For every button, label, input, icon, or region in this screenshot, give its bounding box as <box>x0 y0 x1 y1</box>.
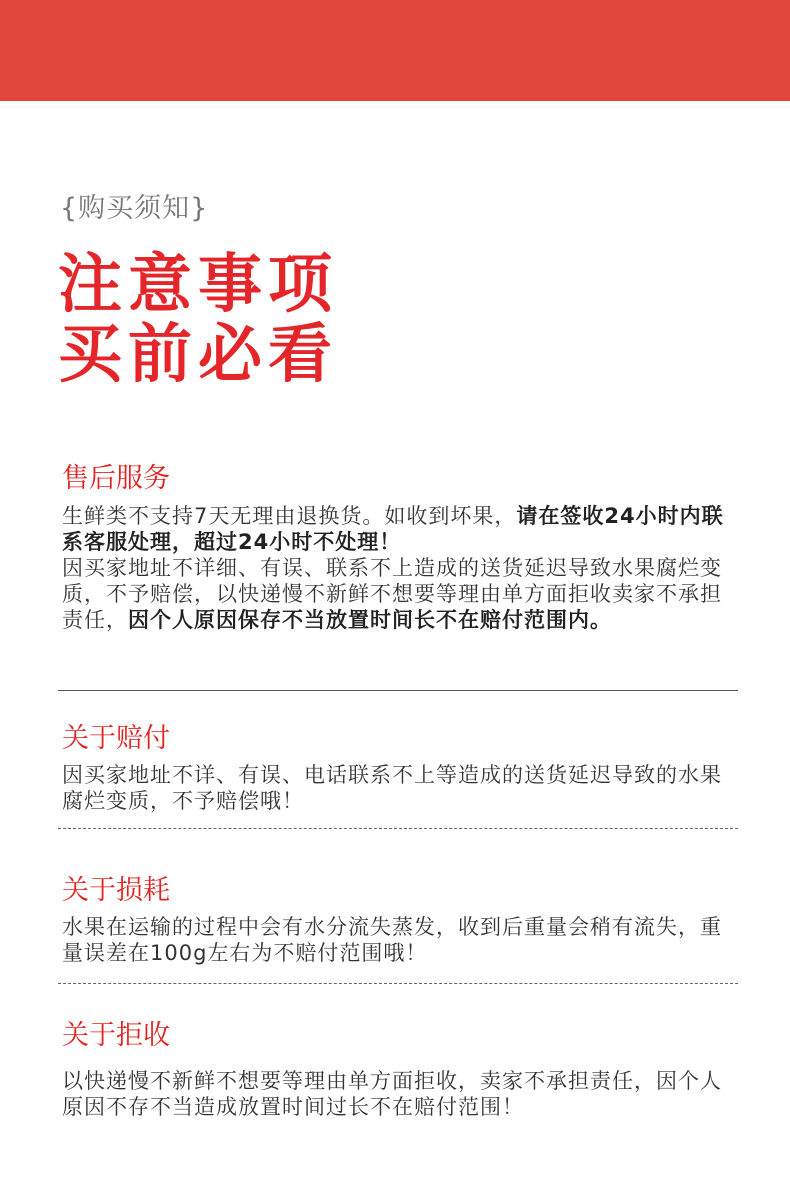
dashed-divider <box>58 983 738 984</box>
notice-kicker: {购买须知} <box>60 193 209 224</box>
after-sales-emphasis-2: 因个人原因保存不当放置时间长不在赔付范围内。 <box>128 608 612 632</box>
headline-line-1: 注意事项 <box>58 248 338 322</box>
top-banner <box>0 0 790 101</box>
section-title-refusal: 关于拒收 <box>62 1020 170 1051</box>
loss-text: 水果在运输的过程中会有水分流失蒸发，收到后重量会稍有流失，重量误差在100g左右为不赔付范围哦！ <box>62 915 722 965</box>
dashed-divider <box>58 828 738 829</box>
headline <box>58 250 338 390</box>
after-sales-policy <box>62 503 742 633</box>
section-divider <box>58 690 738 691</box>
compensation-text: 因买家地址不详、有误、电话联系不上等造成的送货延迟导致的水果腐烂变质，不予赔偿哦！ <box>62 763 722 813</box>
section-title-after-sales: 售后服务 <box>62 463 170 494</box>
after-sales-text-2: 因买家地址不详细、有误、联系不上造成的送货延迟导致水果腐烂变质，不予赔偿，以快递慢不新鲜不想要等理由单方面拒收卖家不承担责任， <box>62 556 722 632</box>
section-title-loss: 关于损耗 <box>62 875 170 906</box>
after-sales-emphasis-1: 请在签收24小时内联系客服处理，超过24小时不处理！ <box>62 504 724 554</box>
refusal-text: 以快递慢不新鲜不想要等理由单方面拒收，卖家不承担责任，因个人原因不存不当造成放置时间过长不在赔付范围！ <box>62 1069 722 1119</box>
after-sales-text-1: 生鲜类不支持7天无理由退换货。如收到坏果， <box>62 504 517 528</box>
section-title-compensation: 关于赔付 <box>62 723 170 754</box>
headline-line-2: 买前必看 <box>58 318 338 392</box>
